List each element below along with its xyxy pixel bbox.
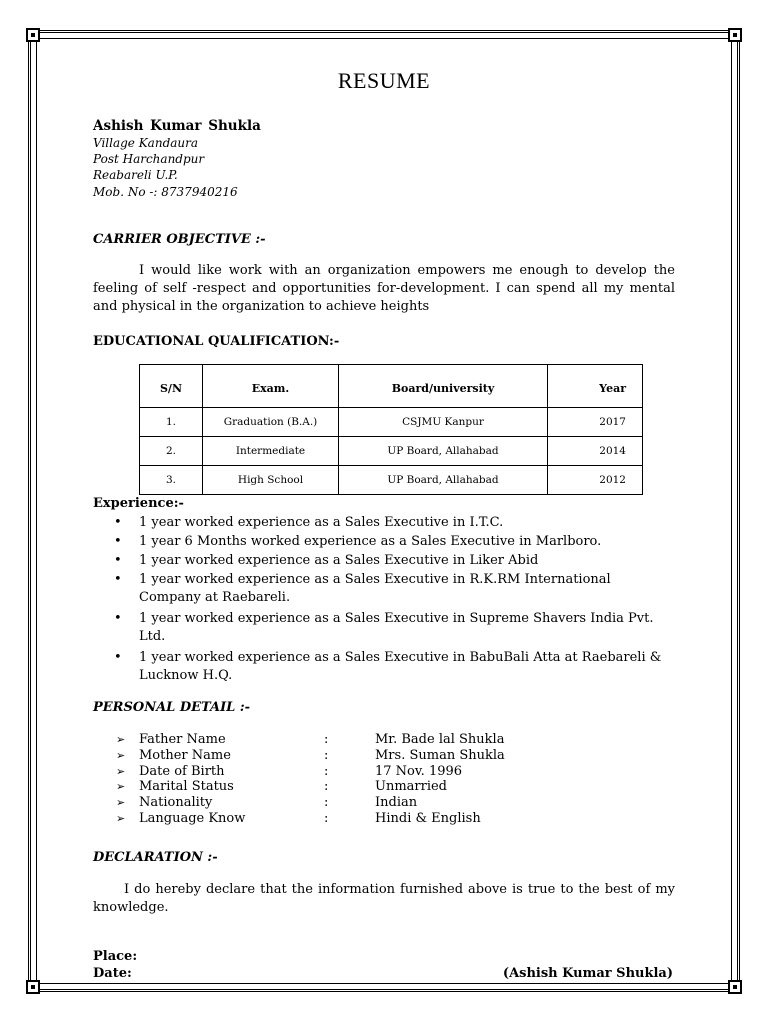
corner-ornament-bottom-right xyxy=(728,980,742,994)
table-cell: 1. xyxy=(140,408,203,437)
address-line: Reabareli U.P. xyxy=(93,168,178,182)
corner-ornament-top-left xyxy=(26,28,40,42)
table-cell: UP Board, Allahabad xyxy=(339,437,548,466)
table-cell: UP Board, Allahabad xyxy=(339,466,548,495)
education-heading: EDUCATIONAL QUALIFICATION:- xyxy=(93,334,340,349)
experience-text: 1 year worked experience as a Sales Executive in I.T.C. xyxy=(139,515,504,530)
place-label: Place: xyxy=(93,949,138,964)
detail-separator: : xyxy=(324,748,329,763)
bullet-icon: • xyxy=(114,650,122,665)
detail-separator: : xyxy=(324,764,329,779)
table-cell: Graduation (B.A.) xyxy=(203,408,339,437)
corner-ornament-bottom-left xyxy=(26,980,40,994)
document-title: RESUME xyxy=(337,68,431,93)
column-header: Board/university xyxy=(339,365,548,408)
detail-separator: : xyxy=(324,779,329,794)
detail-label: Date of Birth xyxy=(139,764,225,779)
detail-value: Hindi & English xyxy=(375,811,481,826)
detail-value: Mrs. Suman Shukla xyxy=(375,748,505,763)
table-cell: 2014 xyxy=(548,437,643,466)
table-row xyxy=(140,408,643,437)
arrow-bullet-icon: ➢ xyxy=(116,765,126,778)
bullet-icon: • xyxy=(114,534,122,549)
detail-label: Mother Name xyxy=(139,748,231,763)
objective-text: I would like work with an organization empowers me enough to develop the feeling of self -respect and opportunities for-development. I can spend all my mental and physical in the organization to achieve heights xyxy=(93,263,675,314)
arrow-bullet-icon: ➢ xyxy=(116,733,126,746)
column-header: Year xyxy=(548,365,643,408)
column-header: S/N xyxy=(140,365,203,408)
detail-label: Nationality xyxy=(139,795,213,810)
detail-separator: : xyxy=(324,811,329,826)
bullet-icon: • xyxy=(114,572,122,587)
list-item xyxy=(114,649,674,685)
detail-value: Indian xyxy=(375,795,418,810)
table-cell: 2017 xyxy=(548,408,643,437)
detail-label: Language Know xyxy=(139,811,246,826)
list-item xyxy=(114,610,674,646)
detail-label: Father Name xyxy=(139,732,226,747)
date-label: Date: xyxy=(93,966,132,981)
bullet-icon: • xyxy=(114,611,122,626)
education-table xyxy=(139,364,643,495)
table-cell: Intermediate xyxy=(203,437,339,466)
arrow-bullet-icon: ➢ xyxy=(116,796,126,809)
column-header: Exam. xyxy=(203,365,339,408)
address-line: Village Kandaura xyxy=(93,136,199,150)
table-cell: 3. xyxy=(140,466,203,495)
table-header-row xyxy=(140,365,643,408)
detail-separator: : xyxy=(324,795,329,810)
experience-heading: Experience:- xyxy=(93,496,184,511)
signature-name: (Ashish Kumar Shukla) xyxy=(502,966,673,981)
list-item xyxy=(114,571,674,607)
mobile-number: Mob. No -: 8737940216 xyxy=(93,185,238,199)
table-cell: CSJMU Kanpur xyxy=(339,408,548,437)
experience-list xyxy=(114,514,674,686)
list-item xyxy=(114,533,674,551)
table-row xyxy=(140,437,643,466)
arrow-bullet-icon: ➢ xyxy=(116,780,126,793)
detail-value: Unmarried xyxy=(375,779,448,794)
experience-text: 1 year worked experience as a Sales Executive in Supreme Shavers India Pvt. Ltd. xyxy=(139,611,654,644)
objective-heading: CARRIER OBJECTIVE :- xyxy=(93,232,266,247)
table-cell: 2012 xyxy=(548,466,643,495)
list-item xyxy=(114,552,674,570)
arrow-bullet-icon: ➢ xyxy=(116,749,126,762)
experience-text: 1 year worked experience as a Sales Executive in Liker Abid xyxy=(139,553,539,568)
experience-text: 1 year worked experience as a Sales Executive in BabuBali Atta at Raebareli & Lucknow H.Q. xyxy=(139,650,662,683)
declaration-heading: DECLARATION :- xyxy=(93,850,218,865)
bullet-icon: • xyxy=(114,515,122,530)
candidate-name: Ashish Kumar Shukla xyxy=(93,118,261,134)
experience-text: 1 year worked experience as a Sales Executive in R.K.RM International Company at Raebareli. xyxy=(139,572,611,605)
list-item xyxy=(114,514,674,532)
arrow-bullet-icon: ➢ xyxy=(116,812,126,825)
address-line: Post Harchandpur xyxy=(93,152,205,166)
personal-detail-heading: PERSONAL DETAIL :- xyxy=(93,700,251,715)
table-cell: High School xyxy=(203,466,339,495)
table-row xyxy=(140,466,643,495)
detail-value: 17 Nov. 1996 xyxy=(375,764,463,779)
bullet-icon: • xyxy=(114,553,122,568)
corner-ornament-top-right xyxy=(728,28,742,42)
table-cell: 2. xyxy=(140,437,203,466)
detail-value: Mr. Bade lal Shukla xyxy=(375,732,505,747)
experience-text: 1 year 6 Months worked experience as a Sales Executive in Marlboro. xyxy=(139,534,602,549)
declaration-text: I do hereby declare that the information furnished above is true to the best of my knowledge. xyxy=(93,882,675,915)
detail-separator: : xyxy=(324,732,329,747)
detail-label: Marital Status xyxy=(139,779,234,794)
